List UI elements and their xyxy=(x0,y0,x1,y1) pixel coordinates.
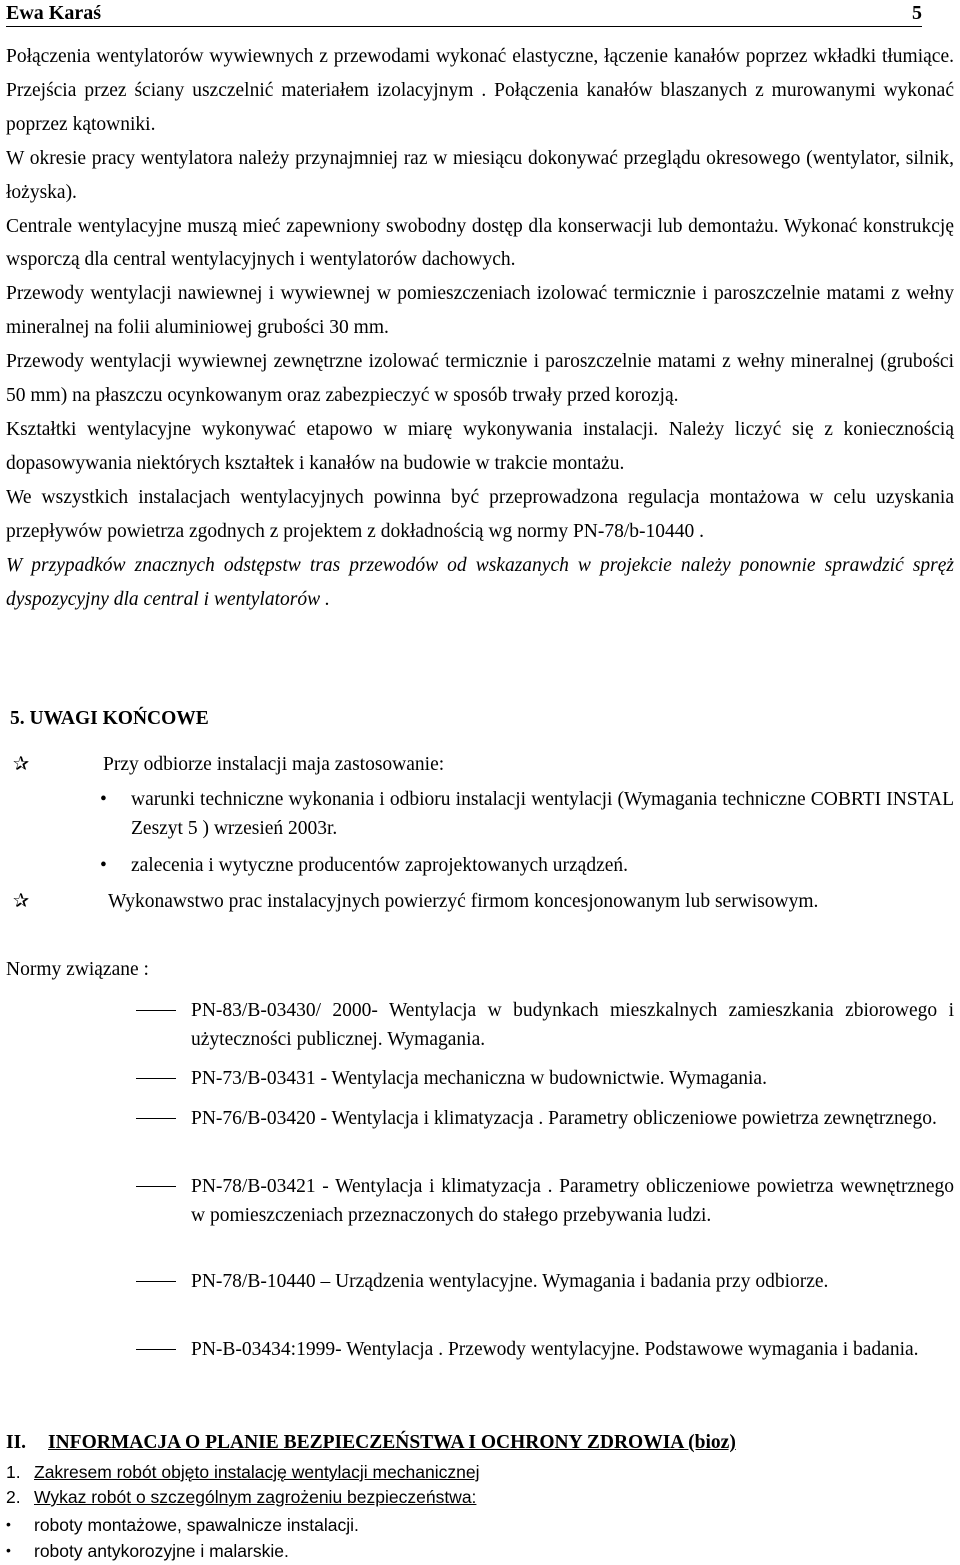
paragraph: Przewody wentylacji wywiewnej zewnętrzne izolować termicznie i paroszczelnie matami z wełny mineralnej (grubości 50 mm) na płaszczu ocynkowanym oraz zabezpieczyć w sposób trwały przed korozją. xyxy=(6,351,954,407)
norm-text: PN-76/B-03420 - Wentylacja i klimatyzacja . Parametry obliczeniowe powietrza zewnętrznego. xyxy=(191,1108,937,1129)
dash-mark xyxy=(136,1078,176,1079)
star-icon: ✰ xyxy=(12,754,30,775)
page-header xyxy=(6,0,922,27)
dash-mark xyxy=(136,1349,176,1350)
body-text xyxy=(6,40,954,616)
star-item xyxy=(6,750,954,779)
numbered-item xyxy=(6,1485,476,1509)
bullet-icon: • xyxy=(6,1516,11,1532)
norm-item xyxy=(136,1064,954,1093)
bullet-icon: • xyxy=(6,1542,11,1558)
norm-text: PN-73/B-03431 - Wentylacja mechaniczna w budownictwie. Wymagania. xyxy=(191,1068,767,1089)
norm-text: PN-83/B-03430/ 2000- Wentylacja w budynkach mieszkalnych zamieszkania zbiorowego i użyteczności publicznej. Wymagania. xyxy=(191,1000,954,1050)
author-name: Ewa Karaś xyxy=(6,2,101,24)
list-item xyxy=(100,785,954,843)
section-number: II. xyxy=(6,1432,27,1453)
list-item xyxy=(6,1512,359,1537)
paragraph: Połączenia wentylatorów wywiewnych z przewodami wykonać elastyczne, łączenie kanałów poprzez wkładki tłumiące. Przejścia przez ściany uszczelnić materiałem izolacyjnym . Połączenia kanałów blaszanych z murowanymi wykonać poprzez kątowniki. xyxy=(6,46,954,135)
section-heading-bioz xyxy=(6,1432,736,1454)
list-item xyxy=(6,1538,289,1563)
paragraph: We wszystkich instalacjach wentylacyjnych powinna być przeprowadzona regulacja montażowa w celu uzyskania przepływów powietrza zgodnych z projektem z dokładnością wg normy PN-78/b-10440 . xyxy=(6,486,954,542)
item-text: Zakresem robót objęto instalację wentylacji mechanicznej xyxy=(34,1462,480,1482)
paragraph: W okresie pracy wentylatora należy przynajmniej raz w miesiącu dokonywać przeglądu okresowego (wentylator, silnik, łożyska). xyxy=(6,147,954,203)
bullet-icon: • xyxy=(100,789,107,810)
item-text: Wykaz robót o szczególnym zagrożeniu bezpieczeństwa: xyxy=(34,1487,477,1507)
norm-item xyxy=(136,1267,954,1296)
item-number: 2. xyxy=(6,1487,21,1507)
list-item-text: warunki techniczne wykonania i odbioru instalacji wentylacji (Wymagania techniczne COBRTI INSTAL Zeszyt 5 ) wrzesień 2003r. xyxy=(131,789,954,839)
norm-item xyxy=(136,1335,954,1364)
dash-mark xyxy=(136,1186,176,1187)
list-item-text: roboty montażowe, spawalnicze instalacji. xyxy=(34,1515,359,1535)
paragraph: Centrale wentylacyjne muszą mieć zapewniony swobodny dostęp dla konserwacji lub demontażu. Wykonać konstrukcję wsporczą dla central wentylacyjnych i wentylatorów dachowych. xyxy=(6,215,954,271)
dash-mark xyxy=(136,1010,176,1011)
norms-label: Normy związane : xyxy=(6,959,149,980)
bullet-icon: • xyxy=(100,855,107,876)
norm-item xyxy=(136,996,954,1054)
list-item xyxy=(100,851,954,880)
paragraph: Kształtki wentylacyjne wykonywać etapowo w miarę wykonywania instalacji. Należy liczyć się z koniecznością dopasowywania niektórych kształtek i kanałów na budowie w trakcie montażu. xyxy=(6,418,954,474)
paragraph: Przewody wentylacji nawiewnej i wywiewnej w pomieszczeniach izolować termicznie i paroszczelnie matami z wełny mineralnej na folii aluminiowej grubości 30 mm. xyxy=(6,283,954,339)
section-title: INFORMACJA O PLANIE BEZPIECZEŃSTWA I OCHRONY ZDROWIA (bioz) xyxy=(48,1432,736,1453)
dash-mark xyxy=(136,1118,176,1119)
star-item xyxy=(6,887,954,916)
star-item-text: Przy odbiorze instalacji maja zastosowanie: xyxy=(103,754,445,775)
star-icon: ✰ xyxy=(12,891,30,912)
list-item-text: roboty antykorozyjne i malarskie. xyxy=(34,1541,289,1561)
list-item-text: zalecenia i wytyczne producentów zaprojektowanych urządzeń. xyxy=(131,855,629,876)
norm-item xyxy=(136,1104,954,1133)
norm-text: PN-78/B-03421 - Wentylacja i klimatyzacja . Parametry obliczeniowe powietrza wewnętrznego w pomieszczeniach przeznaczonych do stałego przebywania ludzi. xyxy=(191,1176,954,1226)
bullet-list xyxy=(100,785,954,880)
numbered-item xyxy=(6,1460,480,1484)
item-number: 1. xyxy=(6,1462,21,1482)
norm-text: PN-78/B-10440 – Urządzenia wentylacyjne. Wymagania i badania przy odbiorze. xyxy=(191,1271,829,1292)
page-number: 5 xyxy=(912,2,922,24)
star-item-text: Wykonawstwo prac instalacyjnych powierzyć firmom koncesjonowanym lub serwisowym. xyxy=(108,891,819,912)
norm-text: PN-B-03434:1999- Wentylacja . Przewody wentylacyjne. Podstawowe wymagania i badania. xyxy=(191,1339,919,1360)
dash-mark xyxy=(136,1281,176,1282)
norm-item xyxy=(136,1172,954,1230)
italic-paragraph: W przypadków znacznych odstępstw tras przewodów od wskazanych w projekcie należy ponownie sprawdzić spręż dyspozycyjny dla central i wentylatorów . xyxy=(6,554,954,610)
section-heading: 5. UWAGI KOŃCOWE xyxy=(10,708,209,729)
